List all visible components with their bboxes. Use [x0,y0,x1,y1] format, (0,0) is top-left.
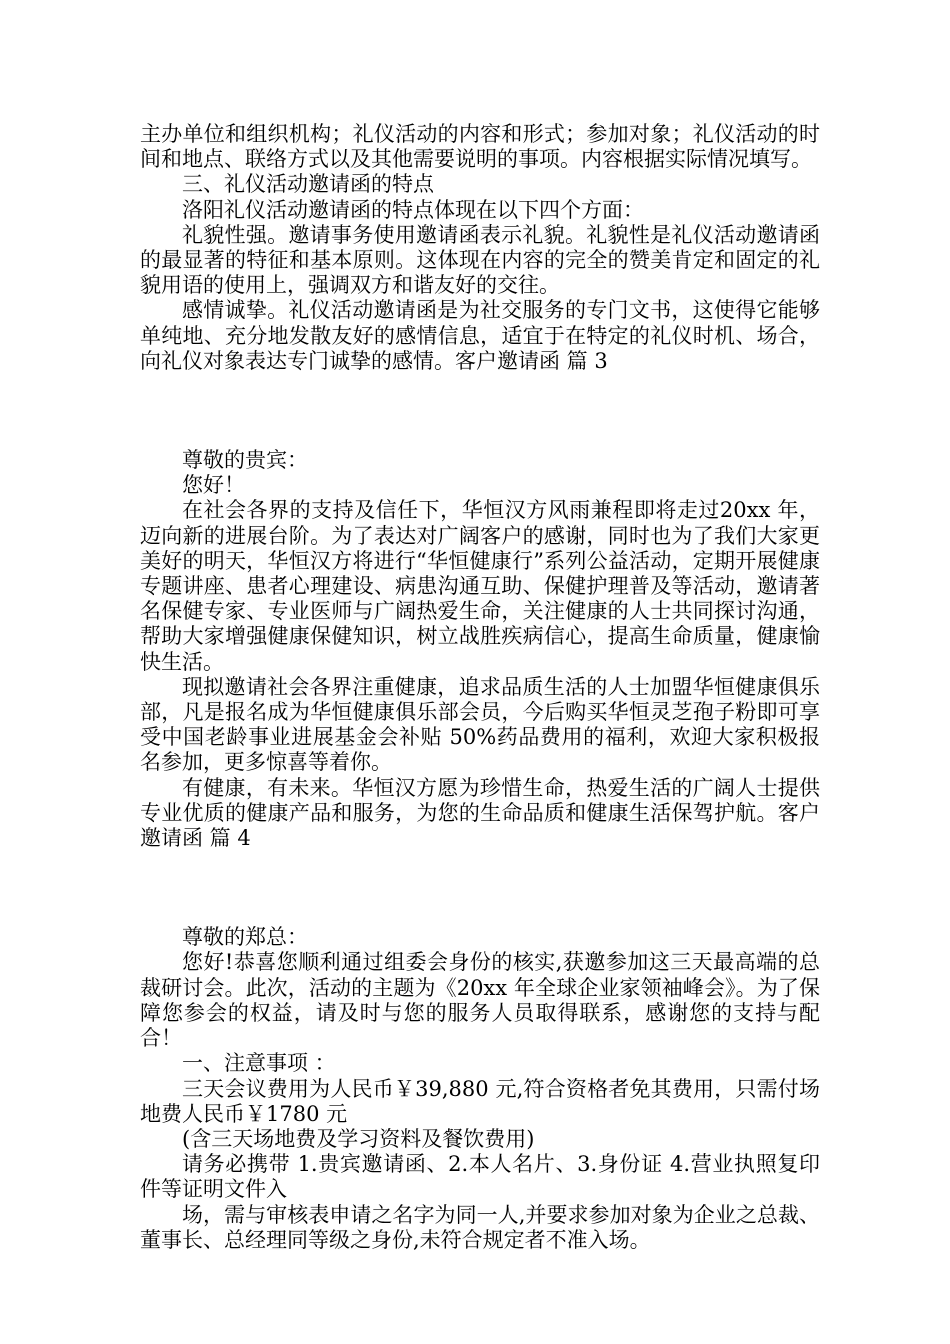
document-body [140,122,820,1253]
paragraph-fee: 三天会议费用为人民币￥39,880 元,符合资格者免其费用，只需付场地费人民币￥1780 元 [140,1076,820,1126]
paragraph-politeness: 礼貌性强。邀请事务使用邀请函表示礼貌。礼貌性是礼仪活动邀请函的最显著的特征和基本原则。这体现在内容的完全的赞美肯定和固定的礼貌用语的使用上，强调双方和谐友好的交往。 [140,222,820,298]
paragraph-campaign-intro: 在社会各界的支持及信任下，华恒汉方风雨兼程即将走过20xx 年，迈向新的进展台阶。为了表达对广阔客户的感谢，同时也为了我们大家更美好的明天，华恒汉方将进行“华恒健康行”系列公益活动，定期开展健康专题讲座、患者心理建设、病患沟通互助、保健护理普及等活动，邀请著名保健专家、专业医师与广阔热爱生命，关注健康的人士共同探讨沟通，帮助大家增强健康保健知识，树立战胜疾病信心，提高生命质量，健康愉快生活。 [140,498,820,674]
greeting-hello: 您好！ [182,473,245,498]
paragraph-summit-invitation: 您好!恭喜您顺利通过组委会身份的核实,获邀参加这三天最高端的总裁研讨会。此次，活动的主题为《20xx 年全球企业家领袖峰会》。为了保障您参会的权益，请及时与您的服务人员取得联系，感谢您的支持与配合！ [140,950,820,1051]
section-spacer [140,374,820,448]
paragraph-organizer-details: 主办单位和组织机构；礼仪活动的内容和形式；参加对象；礼仪活动的时间和地点、联络方式以及其他需要说明的事项。内容根据实际情况填写。 [140,122,820,172]
section-heading-features: 三、礼仪活动邀请函的特点 [182,172,434,197]
salutation-zheng: 尊敬的郑总： [182,925,308,950]
paragraph-closing-health: 有健康，有未来。华恒汉方愿为珍惜生命，热爱生活的广阔人士提供专业优质的健康产品和服务，为您的生命品质和健康生活保驾护航。客户邀请函 篇 4 [140,775,820,851]
salutation-guests: 尊敬的贵宾： [182,448,308,473]
paragraph-sincerity: 感情诚挚。礼仪活动邀请函是为社交服务的专门文书，这使得它能够单纯地、充分地发散友好的感情信息，适宜于在特定的礼仪时机、场合，向礼仪对象表达专门诚挚的感情。客户邀请函 篇 3 [140,298,820,373]
paragraph-club-invitation: 现拟邀请社会各界注重健康，追求品质生活的人士加盟华恒健康俱乐部，凡是报名成为华恒健康俱乐部会员，今后购买华恒灵芝孢子粉即可享受中国老龄事业进展基金会补贴 50%药品费用的福利，欢迎大家积极报名参加，更多惊喜等着你。 [140,674,820,775]
paragraph-admission-rules: 场，需与审核表申请之名字为同一人,并要求参加对象为企业之总裁、董事长、总经理同等级之身份,未符合规定者不准入场。 [140,1202,820,1252]
paragraph-fee-includes: (含三天场地费及学习资料及餐饮费用) [182,1126,535,1151]
paragraph-features-intro: 洛阳礼仪活动邀请函的特点体现在以下四个方面： [182,197,644,222]
section-spacer [140,851,820,925]
section-heading-notes: 一、注意事项 ： [182,1051,336,1076]
paragraph-required-documents: 请务必携带 1.贵宾邀请函、2.本人名片、3.身份证 4.营业执照复印件等证明文件入 [140,1152,820,1202]
